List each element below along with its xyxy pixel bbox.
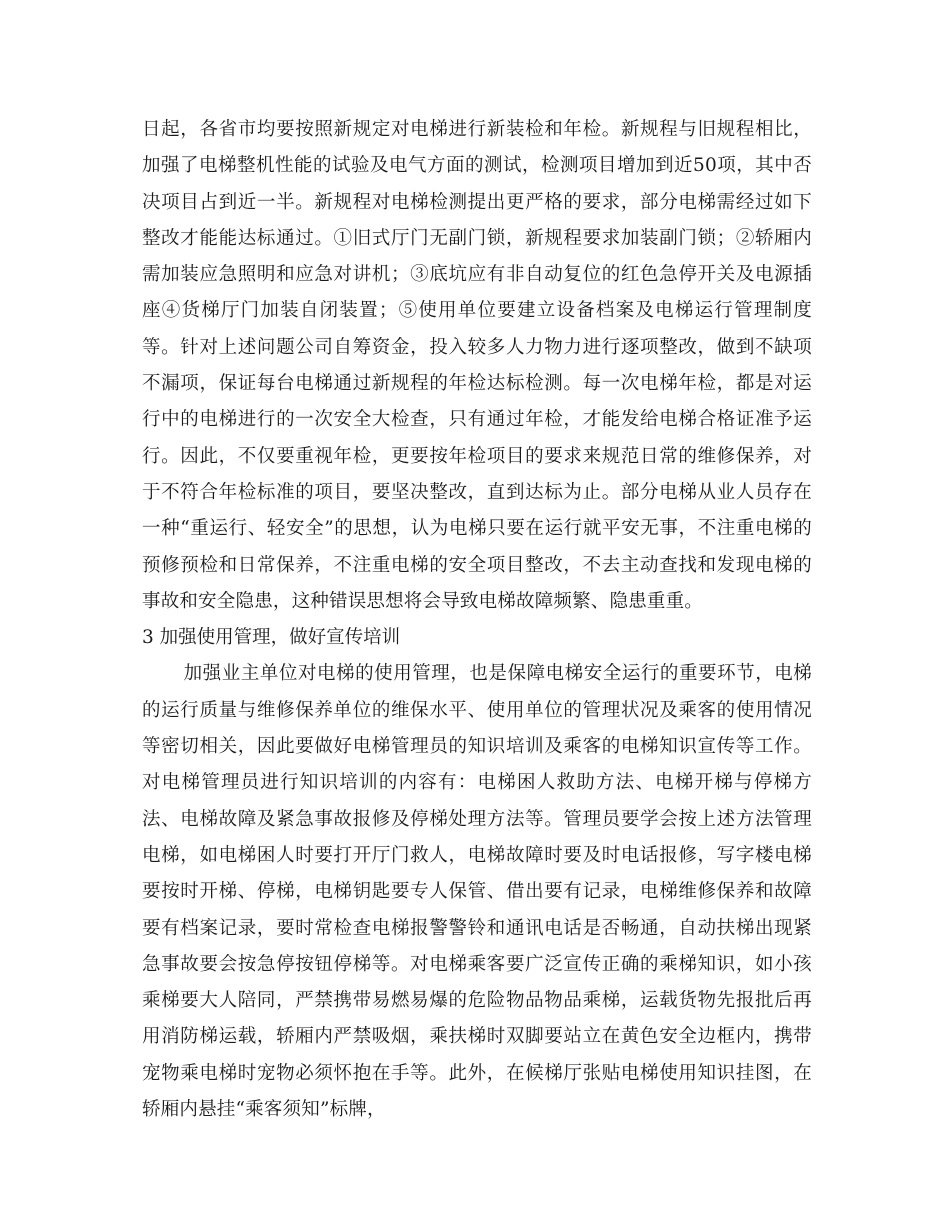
section-heading-3: 3 加强使用管理，做好宣传培训 (142, 627, 401, 649)
paragraph-usage-management: 加强业主单位对电梯的使用管理，也是保障电梯安全运行的重要环节，电梯的运行质量与维修保养单位的维保水平、使用单位的管理状况及乘客的使用情况等密切相关，因此要做好电梯管理员的知识培训及乘客的电梯知识宣传等工作。对电梯管理员进行知识培训的内容有：电梯困人救助方法、电梯开梯与停梯方法、电梯故障及紧急事故报修及停梯处理方法等。管理员要学会按上述方法管理电梯，如电梯困人时要打开厅门救人，电梯故障时要及时电话报修，写字楼电梯要按时开梯、停梯，电梯钥匙要专人保管、借出要有记录，电梯维修保养和故障要有档案记录，要时常检查电梯报警警铃和通讯电话是否畅通，自动扶梯出现紧急事故要会按急停按钮停梯等。对电梯乘客要广泛宣传正确的乘梯知识，如小孩乘梯要大人陪同，严禁携带易燃易爆的危险物品物品乘梯，运载货物先报批后再用消防梯运载，轿厢内严禁吸烟，乘扶梯时双脚要站立在黄色安全边框内，携带宠物乘电梯时宠物必须怀抱在手等。此外，在候梯厅张贴电梯使用知识挂图，在轿厢内悬挂“乘客须知”标牌， (142, 663, 812, 1121)
document-body (142, 112, 812, 1128)
paragraph-annual-inspection: 日起，各省市均要按照新规定对电梯进行新装检和年检。新规程与旧规程相比，加强了电梯整机性能的试验及电气方面的测试，检测项目增加到近50项，其中否决项目占到近一半。新规程对电梯检测提出更严格的要求，部分电梯需经过如下整改才能能达标通过。①旧式厅门无副门锁，新规程要求加装副门锁；②轿厢内需加装应急照明和应急对讲机；③底坑应有非自动复位的红色急停开关及电源插座④货梯厅门加装自闭装置；⑤使用单位要建立设备档案及电梯运行管理制度等。针对上述问题公司自筹资金，投入较多人力物力进行逐项整改，做到不缺项不漏项，保证每台电梯通过新规程的年检达标检测。每一次电梯年检，都是对运行中的电梯进行的一次安全大检查，只有通过年检，才能发给电梯合格证准予运行。因此，不仅要重视年检，更要按年检项目的要求来规范日常的维修保养，对于不符合年检标准的项目，要坚决整改，直到达标为止。部分电梯从业人员存在一种“重运行、轻安全”的思想，认为电梯只要在运行就平安无事，不注重电梯的预修预检和日常保养，不注重电梯的安全项目整改，不去主动查找和发现电梯的事故和安全隐患，这种错误思想将会导致电梯故障频繁、隐患重重。 (142, 119, 812, 612)
